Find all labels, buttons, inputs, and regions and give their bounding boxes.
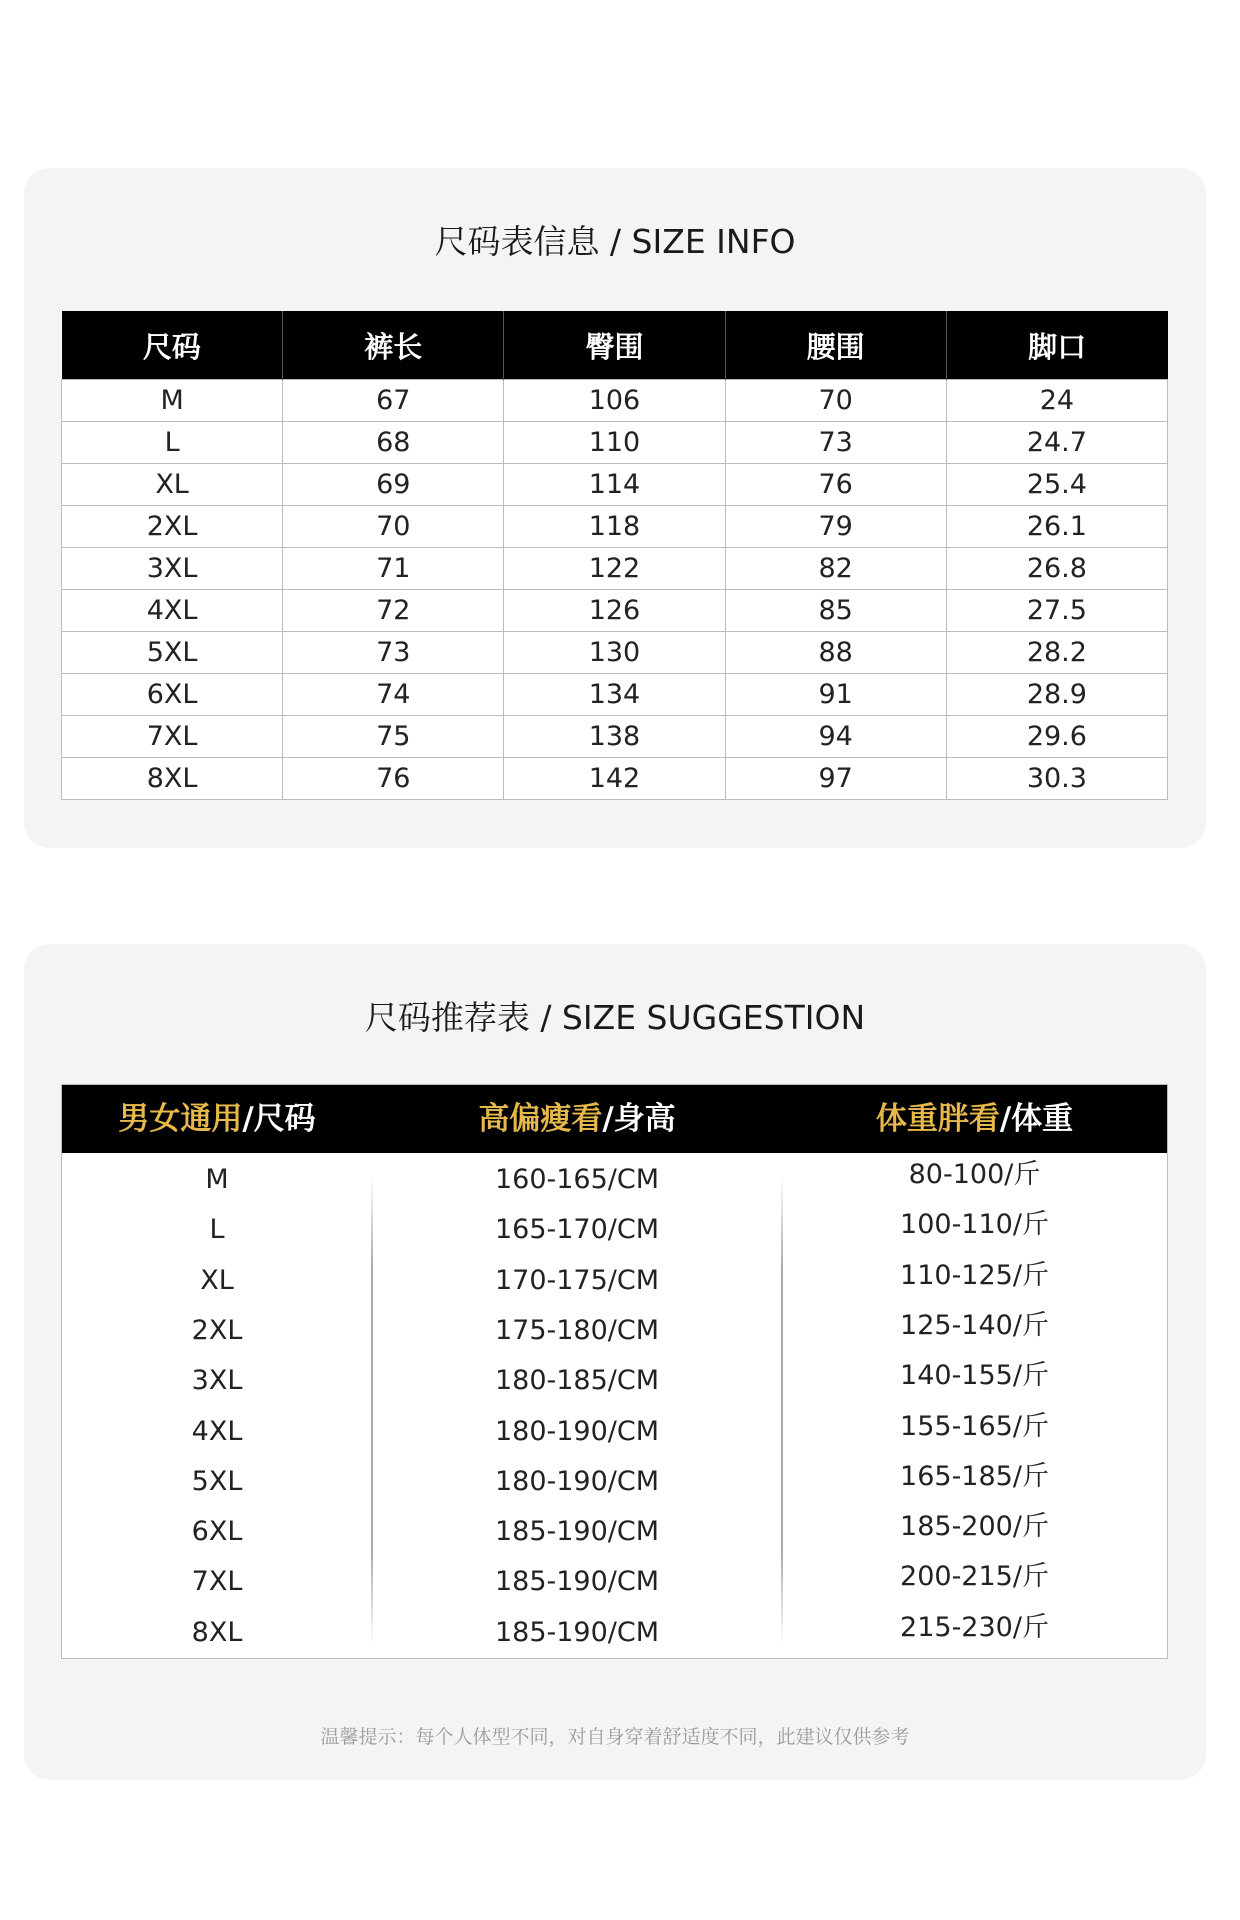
cell-pants-length: 68 — [283, 422, 504, 464]
table-row — [62, 758, 1168, 800]
cell-leg-opening: 25.4 — [946, 464, 1167, 506]
table-row — [62, 380, 1168, 422]
cell-leg-opening: 28.2 — [946, 632, 1167, 674]
cell-hip: 122 — [504, 548, 725, 590]
cell-pants-length: 67 — [283, 380, 504, 422]
tip-note: 温馨提示：每个人体型不同，对自身穿着舒适度不同，此建议仅供参考 — [320, 1726, 910, 1748]
cell-weight: 155-165/斤 — [900, 1410, 1049, 1442]
cell-size: 2XL — [191, 1314, 243, 1346]
cell-size: 7XL — [62, 716, 283, 758]
table-row — [62, 1205, 1167, 1255]
cell-weight: 185-200/斤 — [900, 1511, 1049, 1543]
cell-weight: 165-185/斤 — [900, 1460, 1049, 1492]
table-row — [62, 1256, 1167, 1306]
cell-waist: 88 — [725, 632, 946, 674]
header-weight: 体重胖看/体重 — [875, 1101, 1074, 1137]
cell-height: 175-180/CM — [494, 1314, 660, 1346]
cell-hip: 138 — [504, 716, 725, 758]
table-row — [62, 1608, 1167, 1658]
table-row — [62, 1356, 1167, 1406]
cell-size: 7XL — [191, 1566, 243, 1598]
cell-size: 4XL — [62, 590, 283, 632]
table-row — [62, 1306, 1167, 1356]
table-row — [62, 1407, 1167, 1457]
cell-hip: 130 — [504, 632, 725, 674]
table-row — [62, 464, 1168, 506]
cell-weight: 80-100/斤 — [908, 1159, 1041, 1190]
cell-pants-length: 70 — [283, 506, 504, 548]
cell-size: XL — [62, 464, 283, 506]
cell-size: L — [62, 422, 283, 464]
header-unisex-size: 男女通用/尺码 — [118, 1101, 316, 1137]
table-row — [62, 674, 1168, 716]
cell-pants-length: 74 — [283, 674, 504, 716]
table-row — [62, 1155, 1167, 1205]
cell-weight: 100-110/斤 — [900, 1209, 1049, 1241]
table-row — [62, 1507, 1167, 1557]
cell-weight: 200-215/斤 — [900, 1561, 1049, 1593]
cell-waist: 85 — [725, 590, 946, 632]
size-suggestion-card — [24, 944, 1206, 1780]
cell-leg-opening: 24 — [946, 380, 1167, 422]
cell-hip: 126 — [504, 590, 725, 632]
cell-pants-length: 72 — [283, 590, 504, 632]
cell-waist: 91 — [725, 674, 946, 716]
cell-height: 185-190/CM — [494, 1516, 660, 1548]
table-row — [62, 1557, 1167, 1607]
cell-height: 180-190/CM — [494, 1465, 660, 1497]
cell-size: 6XL — [191, 1516, 243, 1548]
cell-pants-length: 73 — [283, 632, 504, 674]
cell-hip: 142 — [504, 758, 725, 800]
header-waist: 腰围 — [725, 311, 946, 380]
cell-size: 6XL — [62, 674, 283, 716]
cell-size: 2XL — [62, 506, 283, 548]
cell-leg-opening: 26.8 — [946, 548, 1167, 590]
cell-height: 180-190/CM — [494, 1415, 660, 1447]
size-info-table — [61, 311, 1168, 800]
cell-size: 5XL — [62, 632, 283, 674]
table-row — [62, 422, 1168, 464]
cell-waist: 73 — [725, 422, 946, 464]
size-info-card — [24, 168, 1206, 848]
cell-size: M — [205, 1164, 229, 1195]
cell-height: 185-190/CM — [494, 1616, 660, 1648]
size-suggestion-body — [62, 1153, 1167, 1658]
cell-size: 3XL — [62, 548, 283, 590]
cell-size: 5XL — [191, 1465, 243, 1497]
cell-leg-opening: 24.7 — [946, 422, 1167, 464]
cell-leg-opening: 27.5 — [946, 590, 1167, 632]
cell-size: 4XL — [191, 1415, 243, 1447]
table-header-row — [62, 311, 1168, 380]
table-header-row — [62, 1085, 1167, 1153]
cell-height: 160-165/CM — [494, 1164, 660, 1195]
cell-weight: 110-125/斤 — [900, 1259, 1049, 1291]
table-row — [62, 506, 1168, 548]
cell-pants-length: 71 — [283, 548, 504, 590]
cell-weight: 125-140/斤 — [900, 1309, 1049, 1341]
table-row — [62, 716, 1168, 758]
cell-pants-length: 75 — [283, 716, 504, 758]
size-info-body — [62, 380, 1168, 800]
cell-waist: 82 — [725, 548, 946, 590]
table-row — [62, 632, 1168, 674]
cell-pants-length: 69 — [283, 464, 504, 506]
cell-height: 165-170/CM — [494, 1214, 660, 1246]
header-height: 高偏瘦看/身高 — [478, 1101, 676, 1137]
size-info-title: 尺码表信息 / SIZE INFO — [434, 222, 796, 261]
table-row — [62, 1457, 1167, 1507]
size-suggestion-table — [61, 1084, 1168, 1659]
cell-leg-opening: 26.1 — [946, 506, 1167, 548]
cell-hip: 118 — [504, 506, 725, 548]
cell-weight: 215-230/斤 — [900, 1611, 1049, 1643]
table-row — [62, 590, 1168, 632]
cell-waist: 97 — [725, 758, 946, 800]
cell-leg-opening: 29.6 — [946, 716, 1167, 758]
cell-waist: 76 — [725, 464, 946, 506]
cell-height: 170-175/CM — [494, 1264, 660, 1296]
cell-hip: 110 — [504, 422, 725, 464]
size-suggestion-title: 尺码推荐表 / SIZE SUGGESTION — [364, 998, 866, 1037]
cell-weight: 140-155/斤 — [900, 1360, 1049, 1392]
header-pants-length: 裤长 — [283, 311, 504, 380]
cell-size: 3XL — [191, 1365, 243, 1397]
cell-hip: 106 — [504, 380, 725, 422]
cell-waist: 79 — [725, 506, 946, 548]
cell-hip: 134 — [504, 674, 725, 716]
cell-size: 8XL — [62, 758, 283, 800]
cell-size: L — [209, 1214, 225, 1246]
cell-hip: 114 — [504, 464, 725, 506]
cell-pants-length: 76 — [283, 758, 504, 800]
cell-waist: 94 — [725, 716, 946, 758]
cell-leg-opening: 30.3 — [946, 758, 1167, 800]
table-row — [62, 548, 1168, 590]
cell-height: 185-190/CM — [494, 1566, 660, 1598]
cell-size: XL — [200, 1264, 234, 1296]
cell-height: 180-185/CM — [494, 1365, 660, 1397]
header-leg-opening: 脚口 — [946, 311, 1167, 380]
header-hip: 臀围 — [504, 311, 725, 380]
header-size: 尺码 — [62, 311, 283, 380]
cell-size: M — [62, 380, 283, 422]
cell-size: 8XL — [191, 1616, 243, 1648]
cell-waist: 70 — [725, 380, 946, 422]
cell-leg-opening: 28.9 — [946, 674, 1167, 716]
